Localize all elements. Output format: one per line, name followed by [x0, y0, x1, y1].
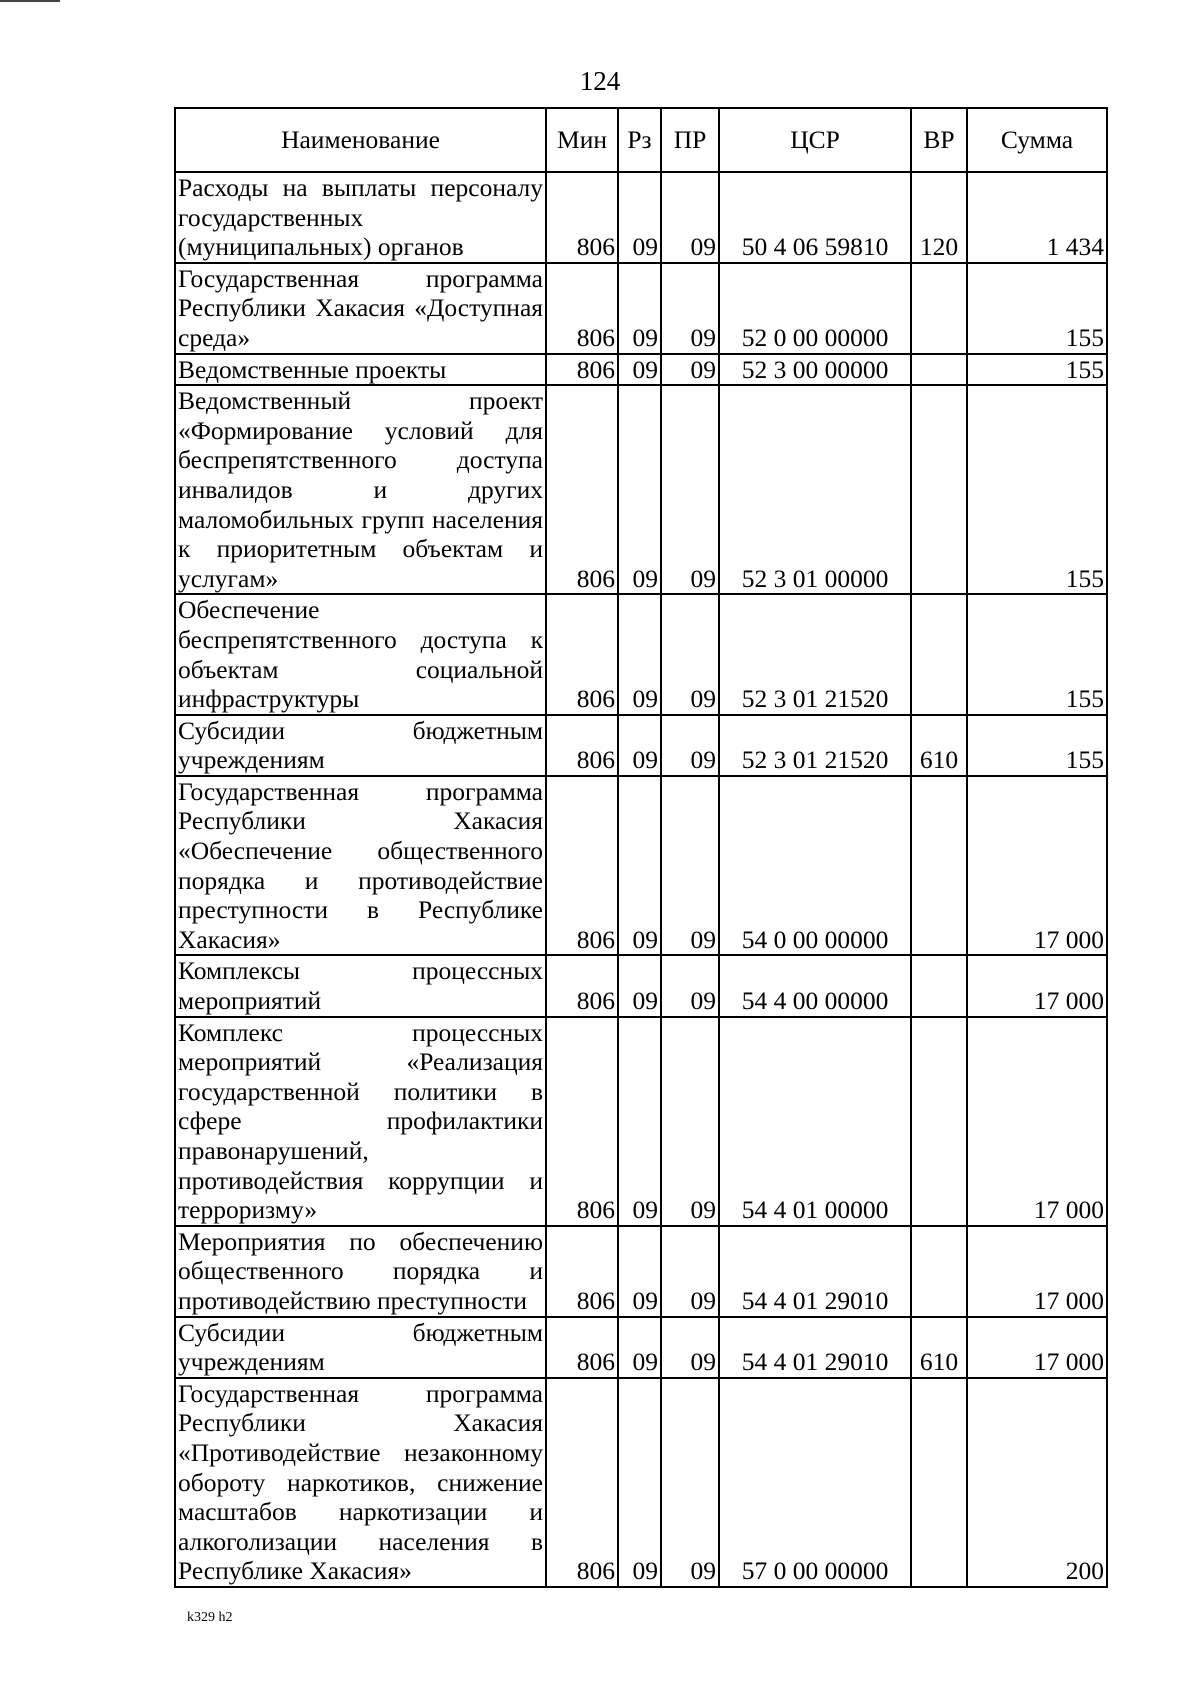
table-row — [175, 955, 1107, 1016]
cell-name: Субсидии бюджетным учреждениям — [175, 1317, 546, 1378]
cell-csr: 52 3 00 00000 — [719, 354, 911, 386]
cell-name: Государственная программа Республики Хакасия «Противодействие незаконному обороту наркотиков, снижение масштабов наркотизации и алкоголизации населения в Республике Хакасия» — [175, 1378, 546, 1587]
cell-vr: 120 — [911, 172, 967, 263]
cell-min: 806 — [546, 955, 618, 1016]
table-row — [175, 776, 1107, 956]
cell-vr — [911, 354, 967, 386]
cell-min: 806 — [546, 172, 618, 263]
table-row — [175, 354, 1107, 386]
cell-vr: 610 — [911, 1317, 967, 1378]
cell-vr — [911, 594, 967, 714]
cell-min: 806 — [546, 385, 618, 594]
cell-csr: 54 4 01 29010 — [719, 1317, 911, 1378]
cell-name: Государственная программа Республики Хакасия «Доступная среда» — [175, 263, 546, 354]
cell-pr: 09 — [661, 955, 719, 1016]
cell-vr: 610 — [911, 715, 967, 776]
cell-vr — [911, 1017, 967, 1226]
cell-csr: 52 3 01 21520 — [719, 715, 911, 776]
cell-rz: 09 — [618, 1317, 661, 1378]
cell-rz: 09 — [618, 385, 661, 594]
footer-code: k329 h2 — [187, 1610, 233, 1625]
cell-pr: 09 — [661, 594, 719, 714]
cell-csr: 54 4 01 00000 — [719, 1017, 911, 1226]
table-row — [175, 715, 1107, 776]
cell-pr: 09 — [661, 1226, 719, 1317]
cell-rz: 09 — [618, 715, 661, 776]
cell-name: Государственная программа Республики Хакасия «Обеспечение общественного порядка и противодействие преступности в Республике Хакасия» — [175, 776, 546, 956]
cell-sum: 17 000 — [967, 1226, 1107, 1317]
table-row — [175, 594, 1107, 714]
cell-min: 806 — [546, 263, 618, 354]
header-name: Наименование — [175, 108, 546, 172]
table-row — [175, 1017, 1107, 1226]
cell-pr: 09 — [661, 385, 719, 594]
cell-sum: 17 000 — [967, 955, 1107, 1016]
cell-rz: 09 — [618, 776, 661, 956]
cell-min: 806 — [546, 594, 618, 714]
header-min: Мин — [546, 108, 618, 172]
cell-csr: 52 3 01 00000 — [719, 385, 911, 594]
header-rz: Рз — [618, 108, 661, 172]
cell-csr: 57 0 00 00000 — [719, 1378, 911, 1587]
cell-rz: 09 — [618, 1017, 661, 1226]
cell-csr: 54 4 01 29010 — [719, 1226, 911, 1317]
cell-rz: 09 — [618, 955, 661, 1016]
cell-sum: 17 000 — [967, 776, 1107, 956]
cell-vr — [911, 1378, 967, 1587]
table-row — [175, 385, 1107, 594]
table-row — [175, 1226, 1107, 1317]
table-header-row — [175, 108, 1107, 172]
cell-rz: 09 — [618, 263, 661, 354]
cell-vr — [911, 263, 967, 354]
cell-sum: 200 — [967, 1378, 1107, 1587]
cell-pr: 09 — [661, 776, 719, 956]
cell-name: Обеспечение беспрепятственного доступа к объектам социальной инфраструктуры — [175, 594, 546, 714]
cell-vr — [911, 1226, 967, 1317]
cell-sum: 155 — [967, 263, 1107, 354]
table-row — [175, 263, 1107, 354]
cell-pr: 09 — [661, 172, 719, 263]
cell-name: Ведомственный проект «Формирование условий для беспрепятственного доступа инвалидов и других маломобильных групп населения к приоритетным объектам и услугам» — [175, 385, 546, 594]
cell-min: 806 — [546, 1317, 618, 1378]
cell-pr: 09 — [661, 354, 719, 386]
cell-min: 806 — [546, 354, 618, 386]
cell-csr: 54 0 00 00000 — [719, 776, 911, 956]
cell-sum: 155 — [967, 385, 1107, 594]
cell-name: Комплексы процессных мероприятий — [175, 955, 546, 1016]
budget-table — [174, 107, 1108, 1588]
header-vr: ВР — [911, 108, 967, 172]
cell-csr: 50 4 06 59810 — [719, 172, 911, 263]
cell-rz: 09 — [618, 354, 661, 386]
cell-pr: 09 — [661, 1017, 719, 1226]
cell-pr: 09 — [661, 1317, 719, 1378]
cell-sum: 1 434 — [967, 172, 1107, 263]
cell-min: 806 — [546, 715, 618, 776]
cell-min: 806 — [546, 1226, 618, 1317]
cell-pr: 09 — [661, 263, 719, 354]
cell-min: 806 — [546, 1017, 618, 1226]
cell-sum: 155 — [967, 715, 1107, 776]
cell-vr — [911, 955, 967, 1016]
table-row — [175, 1317, 1107, 1378]
cell-vr — [911, 385, 967, 594]
cell-rz: 09 — [618, 172, 661, 263]
cell-name: Комплекс процессных мероприятий «Реализация государственной политики в сфере профилактики правонарушений, противодействия коррупции и терроризму» — [175, 1017, 546, 1226]
cell-name: Расходы на выплаты персоналу государственных (муниципальных) органов — [175, 172, 546, 263]
cell-csr: 52 3 01 21520 — [719, 594, 911, 714]
table-row — [175, 172, 1107, 263]
cell-pr: 09 — [661, 715, 719, 776]
cell-vr — [911, 776, 967, 956]
cell-sum: 155 — [967, 354, 1107, 386]
cell-rz: 09 — [618, 1378, 661, 1587]
header-pr: ПР — [661, 108, 719, 172]
cell-pr: 09 — [661, 1378, 719, 1587]
cell-name: Мероприятия по обеспечению общественного порядка и противодействию преступности — [175, 1226, 546, 1317]
cell-sum: 155 — [967, 594, 1107, 714]
cell-csr: 52 0 00 00000 — [719, 263, 911, 354]
scan-edge-mark — [0, 0, 60, 2]
cell-name: Ведомственные проекты — [175, 354, 546, 386]
cell-rz: 09 — [618, 1226, 661, 1317]
header-csr: ЦСР — [719, 108, 911, 172]
cell-sum: 17 000 — [967, 1317, 1107, 1378]
cell-sum: 17 000 — [967, 1017, 1107, 1226]
header-sum: Сумма — [967, 108, 1107, 172]
cell-csr: 54 4 00 00000 — [719, 955, 911, 1016]
cell-rz: 09 — [618, 594, 661, 714]
cell-min: 806 — [546, 1378, 618, 1587]
table-body — [175, 172, 1107, 1587]
cell-min: 806 — [546, 776, 618, 956]
cell-name: Субсидии бюджетным учреждениям — [175, 715, 546, 776]
page-number: 124 — [579, 66, 621, 96]
table-row — [175, 1378, 1107, 1587]
